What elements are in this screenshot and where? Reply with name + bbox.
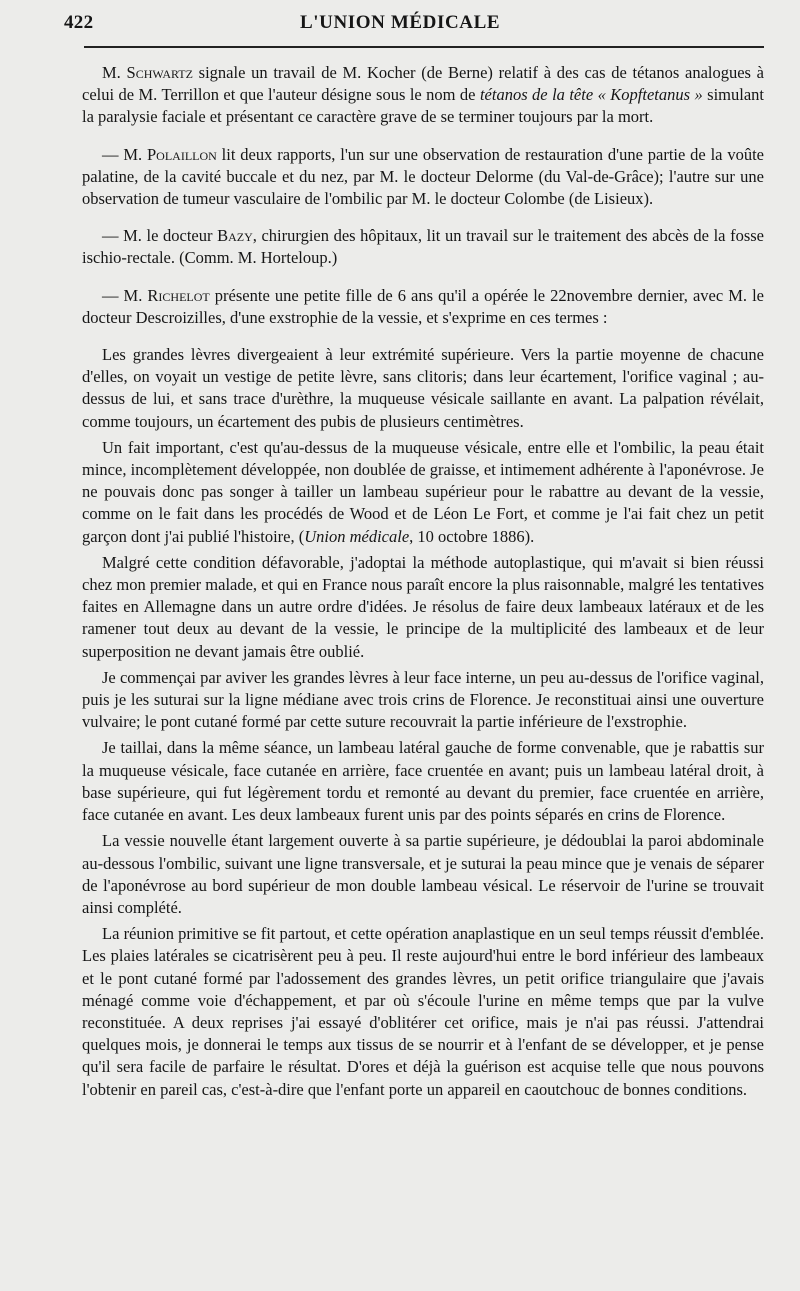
body-text bbox=[64, 62, 764, 1101]
text-run: , 10 octobre 1886). bbox=[409, 526, 535, 546]
author-name: Richelot bbox=[147, 285, 210, 305]
quote-paragraph-2 bbox=[82, 437, 764, 548]
cited-source: Union médicale bbox=[304, 526, 410, 546]
text-run: signale un travail de M. Kocher (de Berne) relatif à des cas de tétanos analogues à celui de M. Terrillon et que l'auteur désigne sous le nom de bbox=[82, 63, 765, 105]
quote-paragraph-7: La réunion primitive se fit partout, et cette opération anaplastique en un seul temps réussit d'emblée. Les plaies latérales se cicatrisèrent peu à peu. Il reste aujourd'hui entre le bord inférieur des lambeaux et le pont cutané formé par l'adossement des grandes lèvres, un petit orifice triangulaire que j'avais ménagé comme voie d'échappement, et par où s'écoule l'urine en même temps que par la vulve reconstituée. A deux reprises j'ai essayé d'oblitérer cet orifice, mais je n'ai pas réussi. J'attendrai quelques mois, je donnerai le temps aux tissus de se nourrir et à l'enfant de se développer, et je pense qu'il sera facile de parfaire le résultat. D'ores et déjà la guérison est acquise telle que nous pouvons l'obtenir en pareil cas, c'est-à-dire que l'enfant porte un appareil en caoutchouc de bonnes conditions. bbox=[82, 924, 764, 1099]
paragraph-polaillon bbox=[82, 144, 764, 211]
text-run: — M. le docteur bbox=[102, 226, 218, 246]
quote-paragraph-4: Je commençai par aviver les grandes lèvres à leur face interne, un peu au-dessus de l'orifice vaginal, puis je les suturai sur la ligne médiane avec trois crins de Florence. Je reconstituai ainsi une ouverture vulvaire; le pont cutané formé par cette suture recouvrait la partie inférieure de l'exstrophie. bbox=[82, 667, 764, 732]
quoted-report bbox=[82, 344, 764, 1101]
text-run: — M. bbox=[102, 144, 147, 164]
text-run: présente une petite fille de 6 ans qu'il a opérée le 22novembre dernier, avec M. le docteur Descroizilles, d'une exstrophie de la vessie, et s'exprime en ces termes : bbox=[82, 285, 764, 327]
text-run: lit deux rapports, l'un sur une observation de restauration d'une partie de la voûte palatine, de la cavité buccale et du nez, par M. le docteur Delorme (du Val-de-Grâce); l'autre sur une observation de tumeur vasculaire de l'ombilic par M. le docteur Colombe (de Lisieux). bbox=[82, 144, 764, 209]
text-run: M. bbox=[102, 63, 127, 82]
journal-title: L'UNION MÉDICALE bbox=[300, 12, 501, 33]
quote-paragraph-5: Je taillai, dans la même séance, un lambeau latéral gauche de forme convenable, que je rabattis sur la muqueuse vésicale, face cutanée en arrière, face cruentée en avant; puis un lambeau latéral droit, à base supérieure, qui fut légèrement tordu et remonté au devant du premier, face cruentée en arrière, face cutanée en avant. Les deux lambeaux furent unis par des points séparés en crins de Florence. bbox=[82, 738, 764, 825]
page-number: 422 bbox=[64, 12, 94, 33]
author-name: Schwartz bbox=[126, 63, 193, 82]
text-run: — M. bbox=[102, 285, 148, 305]
text-run: Un fait important, c'est qu'au-dessus de la muqueuse vésicale, entre elle et l'ombilic, la peau était mince, incomplètement développée, non doublée de graisse, et intimement adhérente à l'aponévrose. Je ne pouvais donc pas songer à tailler un lambeau supérieur pour le rabattre au devant de la vessie, comme on le fait dans les procédés de Wood et de Léon Le Fort, et comme je l'ai fait chez un petit garçon dont j'ai publié l'histoire, ( bbox=[82, 437, 764, 546]
header-rule bbox=[84, 46, 764, 48]
text-run: simulant la paralysie faciale et présentant ce caractère grave de se terminer toujours par la mort. bbox=[82, 85, 764, 127]
paragraph-bazy bbox=[82, 225, 764, 269]
quote-paragraph-3: Malgré cette condition défavorable, j'adoptai la méthode autoplastique, qui m'avait si bien réussi chez mon premier malade, et qui en France nous paraît encore la plus raisonnable, malgré les tentatives faites en Allemagne dans un autre ordre d'idées. Je résolus de faire deux lambeaux latéraux et de les ramener tout deux au devant de la vessie, le principe de la multiplicité des lambeaux et de leur superposition ne devant jamais être oublié. bbox=[82, 552, 764, 661]
quote-paragraph-6: La vessie nouvelle étant largement ouverte à sa partie supérieure, je dédoublai la paroi abdominale au-dessous l'ombilic, suivant une ligne transversale, et je suturai la peau mince que je venais de séparer de l'aponévrose au bord supérieur de mon double lambeau vésical. Le réservoir de l'urine se trouvait ainsi complété. bbox=[82, 831, 764, 917]
italic-term: tétanos de la tête « Kopftetanus » bbox=[479, 85, 703, 105]
author-name: Polaillon bbox=[147, 144, 217, 164]
text-run: , chirurgien des hôpitaux, lit un travail sur le traitement des abcès de la fosse ischio-rectale. (Comm. M. Horteloup.) bbox=[82, 226, 764, 268]
running-header bbox=[64, 12, 764, 42]
paragraph-richelot bbox=[82, 285, 764, 329]
author-name: Bazy bbox=[217, 226, 253, 246]
paragraph-schwartz bbox=[82, 62, 764, 129]
quote-paragraph-1: Les grandes lèvres divergeaient à leur extrémité supérieure. Vers la partie moyenne de chacune d'elles, on voyait un vestige de petite lèvre, sans clitoris; dans leur écartement, l'orifice vaginal ; au-dessus de lui, et sans trace d'urèthre, la muqueuse vésicale saillante en avant. La palpation révélait, comme toujours, un écartement des pubis de plusieurs centimètres. bbox=[82, 345, 764, 431]
